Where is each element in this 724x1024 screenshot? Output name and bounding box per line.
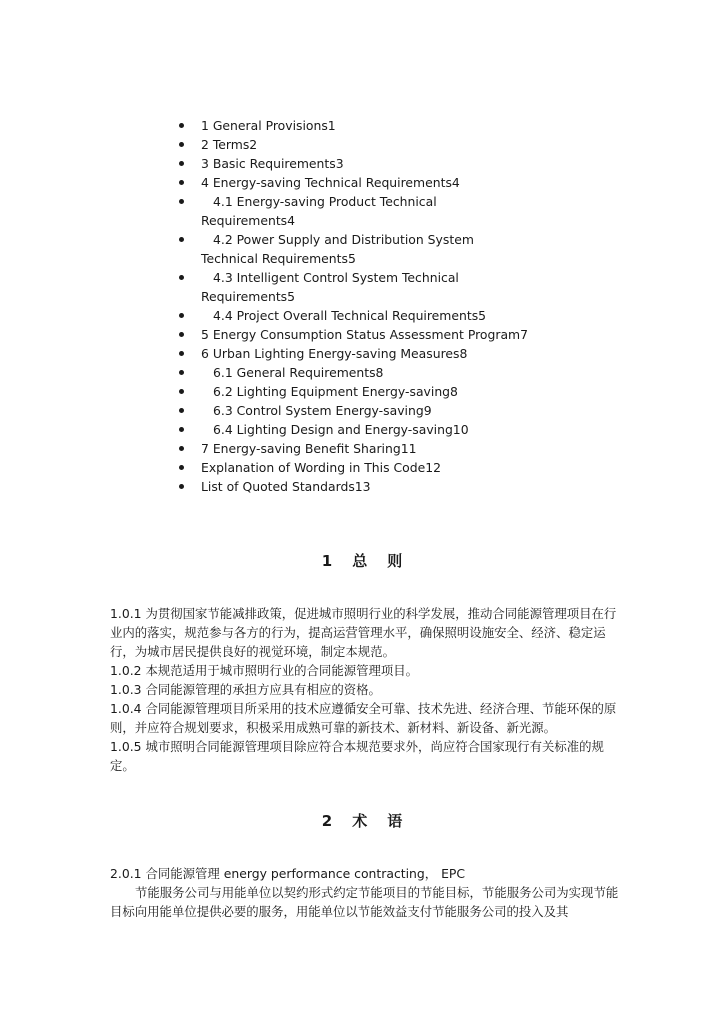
- toc-item[interactable]: 1 General Provisions1: [174, 116, 534, 135]
- toc-subitem[interactable]: 6.4 Lighting Design and Energy-saving10: [174, 420, 534, 439]
- clause-1-0-4: 1.0.4 合同能源管理项目所采用的技术应遵循安全可靠、技术先进、经济合理、节能环保的原则，并应符合规划要求，积极采用成熟可靠的新技术、新材料、新设备、新光源。: [110, 701, 617, 735]
- toc-subitem[interactable]: 6.3 Control System Energy-saving9: [174, 401, 534, 420]
- chapter-1-heading: 1 总 则: [321, 552, 403, 570]
- clause-1-0-2: 1.0.2 本规范适用于城市照明行业的合同能源管理项目。: [110, 663, 419, 678]
- toc-item[interactable]: 4 Energy-saving Technical Requirements4: [174, 173, 534, 192]
- term-2-0-1: 2.0.1 合同能源管理 energy performance contracting， EPC: [110, 866, 466, 881]
- clause-1-0-1: 1.0.1 为贯彻国家节能减排政策，促进城市照明行业的科学发展，推动合同能源管理项目在行业内的落实，规范参与各方的行为，提高运营管理水平，确保照明设施安全、经济、稳定运行，为城市居民提供良好的视觉环境，制定本规范。: [110, 606, 617, 659]
- toc-subitem[interactable]: 4.2 Power Supply and Distribution System Technical Requirements5: [174, 230, 534, 268]
- clause-1-0-3: 1.0.3 合同能源管理的承担方应具有相应的资格。: [110, 682, 381, 697]
- toc-item[interactable]: 7 Energy-saving Benefit Sharing11: [174, 439, 534, 458]
- table-of-contents: [174, 116, 534, 496]
- toc-subitem[interactable]: 4.1 Energy-saving Product Technical Requirements4: [174, 192, 534, 230]
- toc-subitem[interactable]: 6.2 Lighting Equipment Energy-saving8: [174, 382, 534, 401]
- clause-1-0-5: 1.0.5 城市照明合同能源管理项目除应符合本规范要求外，尚应符合国家现行有关标准的规定。: [110, 739, 604, 773]
- toc-subitem[interactable]: 4.4 Project Overall Technical Requirements5: [174, 306, 534, 325]
- term-definition: 节能服务公司与用能单位以契约形式约定节能项目的节能目标，节能服务公司为实现节能目标向用能单位提供必要的服务，用能单位以节能效益支付节能服务公司的投入及其: [110, 885, 619, 919]
- toc-item[interactable]: 6 Urban Lighting Energy-saving Measures8: [174, 344, 534, 363]
- toc-subitem[interactable]: 6.1 General Requirements8: [174, 363, 534, 382]
- toc-item[interactable]: Explanation of Wording in This Code12: [174, 458, 534, 477]
- toc-item[interactable]: 2 Terms2: [174, 135, 534, 154]
- toc-subitem[interactable]: 4.3 Intelligent Control System Technical Requirements5: [174, 268, 534, 306]
- toc-item[interactable]: List of Quoted Standards13: [174, 477, 534, 496]
- toc-item[interactable]: 3 Basic Requirements3: [174, 154, 534, 173]
- toc-item[interactable]: 5 Energy Consumption Status Assessment Program7: [174, 325, 534, 344]
- chapter-2-heading: 2 术 语: [321, 812, 403, 830]
